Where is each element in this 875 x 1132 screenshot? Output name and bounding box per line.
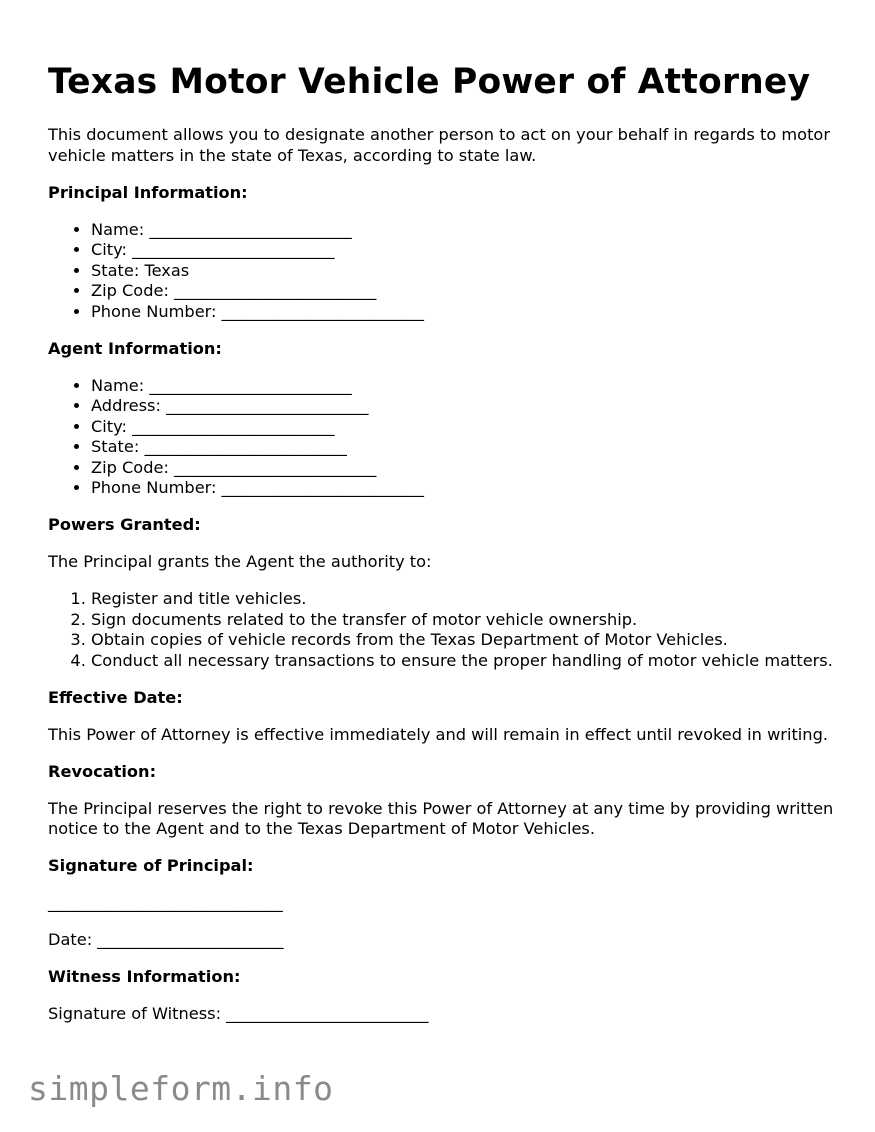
revocation-heading: Revocation: <box>48 761 157 781</box>
agent-heading: Agent Information: <box>48 338 222 358</box>
page-title: Texas Motor Vehicle Power of Attorney <box>48 62 811 102</box>
watermark: simpleform.info <box>28 1069 334 1108</box>
power-item: 3. Obtain copies of vehicle records from the Texas Department of Motor Vehicles. <box>91 630 838 651</box>
power-item: 4. Conduct all necessary transactions to ensure the proper handling of motor vehicle matters. <box>91 651 838 672</box>
agent-list <box>48 376 838 499</box>
witness-heading: Witness Information: <box>48 967 241 986</box>
power-item: 2. Sign documents related to the transfer of motor vehicle ownership. <box>91 610 838 631</box>
agent-phone: • Phone Number: _________________________ <box>91 478 838 499</box>
agent-address: • Address: _________________________ <box>91 396 838 417</box>
power-item: 1. Register and title vehicles. <box>91 589 838 610</box>
signature-heading: Signature of Principal: <box>48 856 254 875</box>
powers-list <box>48 589 838 671</box>
principal-heading: Principal Information: <box>48 182 248 202</box>
principal-zip: • Zip Code: _________________________ <box>91 281 838 302</box>
agent-city: • City: _________________________ <box>91 417 838 438</box>
principal-list <box>48 220 838 323</box>
principal-city: • City: _________________________ <box>91 240 838 261</box>
intro-paragraph: This document allows you to designate another person to act on your behalf in regards to motor vehicle matters in the state of Texas, according to state law. <box>48 125 830 165</box>
witness-signature-line: Signature of Witness: _________________________ <box>48 1004 429 1023</box>
effective-heading: Effective Date: <box>48 687 183 707</box>
agent-state: • State: _________________________ <box>91 437 838 458</box>
principal-signature-date: Date: _______________________ <box>48 930 284 949</box>
agent-zip: • Zip Code: _________________________ <box>91 458 838 479</box>
powers-intro: The Principal grants the Agent the authority to: <box>48 552 432 571</box>
effective-text: This Power of Attorney is effective immediately and will remain in effect until revoked in writing. <box>48 724 828 744</box>
agent-name: • Name: _________________________ <box>91 376 838 397</box>
revocation-text: The Principal reserves the right to revoke this Power of Attorney at any time by providing written notice to the Agent and to the Texas Department of Motor Vehicles. <box>48 798 834 838</box>
principal-name: • Name: _________________________ <box>91 220 838 241</box>
principal-state: • State: Texas <box>91 261 838 282</box>
principal-signature-line: _____________________________ <box>48 893 283 912</box>
powers-heading: Powers Granted: <box>48 515 201 534</box>
principal-phone: • Phone Number: _________________________ <box>91 302 838 323</box>
document-body <box>48 125 838 1041</box>
